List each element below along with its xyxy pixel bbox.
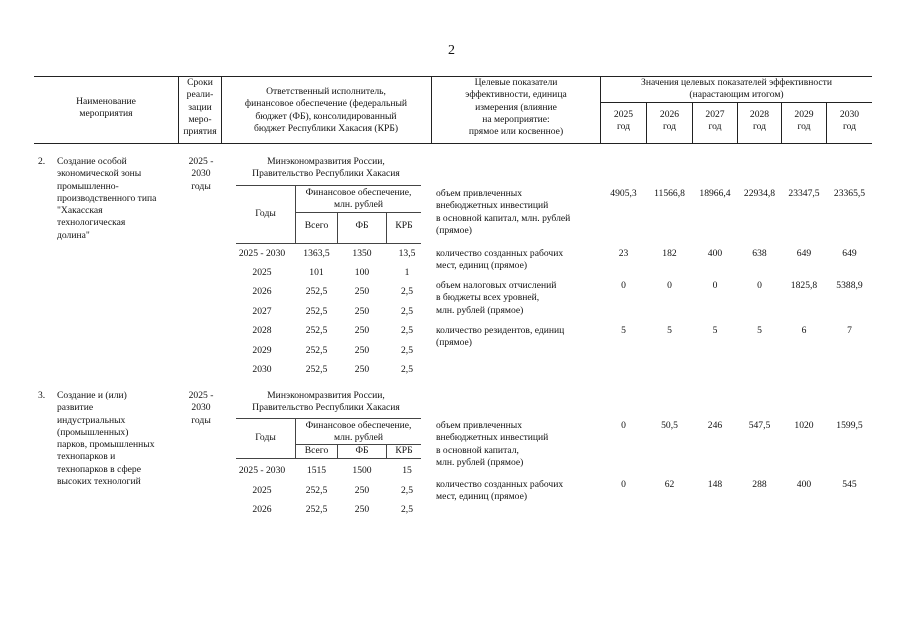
fin-col: ФБ [355,445,369,456]
indicator-value: 1825,8 [790,280,818,291]
header-year: 2029 год [794,109,814,133]
indicator-value: 649 [842,248,857,259]
fin-col: ФБ [355,220,369,231]
indicator-value: 400 [796,479,812,490]
fin-total: 252,5 [305,286,328,297]
fin-title: Финансовое обеспечение, млн. рублей [305,187,412,211]
header-indicators: Целевые показатели эффективности, единица измерения (влияние на мероприятие: прямое или косвенное) [465,77,567,138]
fin-krb: 15 [402,465,412,476]
fin-total: 101 [309,267,324,278]
fin-col: КРБ [395,445,413,456]
indicator-value: 6 [801,325,807,336]
fin-krb: 2,5 [401,286,413,297]
fin-years-label: Годы [255,208,276,219]
indicator-value: 18966,4 [699,188,731,199]
fin-fb: 250 [354,364,370,375]
years-subheader-border [600,102,872,103]
fin-fb: 1350 [352,248,372,259]
indicator-text: количество созданных рабочих мест, единиц (прямое) [436,248,564,272]
fin-total: 1515 [306,465,327,476]
indicator-value: 0 [757,280,762,291]
fin-border [236,243,421,244]
header-bottom-border [34,143,872,144]
fin-krb: 2,5 [401,485,413,496]
fin-fb: 250 [354,325,370,336]
fin-krb: 2,5 [401,345,413,356]
indicator-value: 638 [752,248,767,259]
fin-total: 252,5 [305,485,328,496]
fin-krb: 13,5 [398,248,416,259]
fin-krb: 1 [404,267,410,278]
indicator-value: 23 [618,248,629,259]
fin-year: 2025 [252,267,272,278]
header-year: 2025 год [613,109,634,133]
indicator-value: 0 [621,479,626,490]
fin-fb: 250 [354,306,370,317]
fin-title: Финансовое обеспечение, млн. рублей [305,420,412,444]
fin-total: 252,5 [305,306,328,317]
row-number: 3. [38,390,46,401]
fin-fb: 250 [354,286,370,297]
header-executor: Ответственный исполнитель, финансовое обеспечение (федеральный бюджет (ФБ), консолидированный бюджет Республики Хакасия (КРБ) [244,86,408,134]
indicator-value: 0 [621,420,626,431]
header-year: 2026 год [659,109,680,133]
fin-border [236,418,421,419]
row-number: 2. [38,156,46,167]
indicator-value: 5388,9 [836,280,863,291]
indicator-text: объем привлеченных внебюджетных инвестиций в основной капитал, млн. рублей (прямое) [436,188,571,236]
header-values-title: Значения целевых показателей эффективности (нарастающим итогом) [641,77,832,101]
indicator-value: 11566,8 [654,188,685,199]
fin-year: 2030 [252,364,272,375]
fin-col: Всего [304,220,329,231]
indicator-value: 148 [707,479,723,490]
indicator-value: 50,5 [661,420,678,431]
header-year: 2030 год [839,109,860,133]
fin-total: 252,5 [305,325,328,336]
indicator-value: 23347,5 [788,188,820,199]
fin-border [236,185,421,186]
indicator-value: 1020 [794,420,814,431]
fin-year: 2026 [252,504,272,515]
fin-year: 2025 - 2030 [238,248,286,259]
fin-krb: 2,5 [401,306,413,317]
indicator-text: объем привлеченных внебюджетных инвестиций в основной капитал, млн. рублей (прямое) [436,420,549,468]
indicator-value: 1599,5 [836,420,863,431]
row-terms: 2025 - 2030 годы [188,156,214,192]
indicator-value: 547,5 [748,420,771,431]
indicator-value: 400 [707,248,723,259]
row-executor: Минэкономразвития России, Правительство Республики Хакасия [252,390,400,414]
fin-fb: 250 [354,504,370,515]
indicator-value: 649 [796,248,812,259]
header-year: 2027 год [705,109,725,133]
indicator-value: 545 [842,479,857,490]
fin-total: 252,5 [305,364,328,375]
indicator-value: 0 [667,280,672,291]
indicator-value: 5 [757,325,762,336]
fin-krb: 2,5 [401,504,413,515]
row-name: Создание особой экономической зоны промышленно- производственного типа "Хакасская технологическая долина" [57,156,157,241]
indicator-value: 7 [847,325,852,336]
indicator-text: количество резидентов, единиц (прямое) [436,325,565,349]
fin-fb: 250 [354,345,370,356]
fin-fb: 250 [354,485,370,496]
indicator-value: 62 [664,479,675,490]
indicator-value: 0 [621,280,626,291]
header-name: Наименование мероприятия [76,96,136,120]
fin-krb: 2,5 [401,364,413,375]
fin-krb: 2,5 [401,325,413,336]
fin-fb: 100 [354,267,370,278]
fin-year: 2029 [252,345,272,356]
fin-total: 1363,5 [303,248,330,259]
indicator-value: 23365,5 [833,188,866,199]
indicator-value: 246 [707,420,723,431]
fin-year: 2027 [252,306,272,317]
row-name: Создание и (или) развитие индустриальных (промышленных) парков, промышленных технопарков и технопарков в сфере высоких технологий [57,390,155,487]
indicator-value: 5 [621,325,626,336]
fin-year: 2028 [252,325,272,336]
header-terms: Сроки реали- зации меро- приятия [183,77,217,138]
page-number: 2 [448,43,455,58]
indicator-text: количество созданных рабочих мест, единиц (прямое) [436,479,564,503]
indicator-value: 0 [712,280,718,291]
fin-border [236,458,421,459]
indicator-value: 5 [712,325,718,336]
fin-border [295,212,421,213]
indicator-text: объем налоговых отчислений в бюджеты всех уровней, млн. рублей (прямое) [436,280,557,316]
indicator-value: 182 [662,248,677,259]
indicator-value: 288 [752,479,767,490]
fin-fb: 1500 [352,465,372,476]
row-terms: 2025 - 2030 годы [188,390,214,426]
fin-total: 252,5 [305,345,328,356]
indicator-value: 22934,8 [743,188,776,199]
indicator-value: 5 [667,325,672,336]
header-year: 2028 год [749,109,770,133]
fin-year: 2025 - 2030 [238,465,286,476]
fin-col: Всего [304,445,329,456]
fin-col: КРБ [395,220,413,231]
fin-year: 2025 [252,485,272,496]
fin-total: 252,5 [305,504,328,515]
fin-year: 2026 [252,286,272,297]
row-executor: Минэкономразвития России, Правительство Республики Хакасия [252,156,400,180]
fin-years-label: Годы [255,432,276,443]
indicator-value: 4905,3 [610,188,637,199]
